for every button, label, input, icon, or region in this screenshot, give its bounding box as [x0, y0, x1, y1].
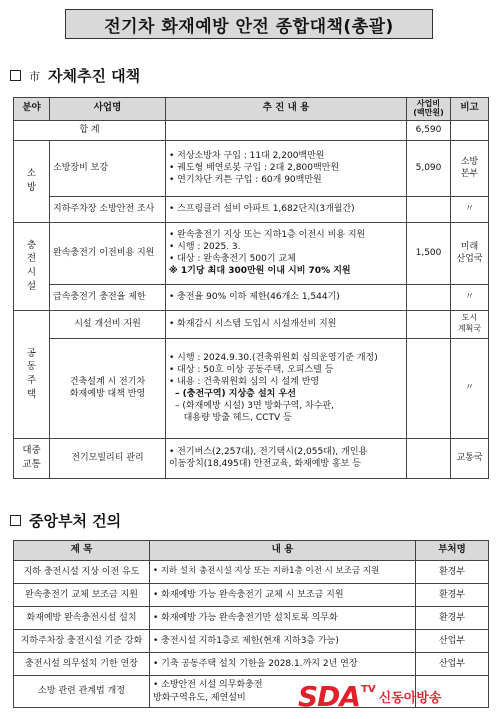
total-empty	[166, 120, 407, 140]
table-row	[14, 607, 489, 630]
content-line: • 저상소방차 구입 : 11대 2,200백만원	[169, 150, 325, 161]
content-cell: • 충전시설 지하1층로 제한(현재 지하3층 가능)	[150, 630, 416, 653]
page-title: 전기차 화재예방 안전 종합대책(총괄)	[65, 9, 433, 39]
content-line: • 대상 : 50호 이상 공동주택, 오피스텔 등	[169, 364, 334, 375]
project-cell: 지하주차장 소방안전 조사	[50, 196, 166, 222]
content-line: – (화재예방 시설) 3면 방화구역, 차수판,	[175, 401, 334, 412]
header-content: 내 용	[150, 541, 416, 561]
header-budget-label: 사업비 (백만원)	[413, 99, 444, 117]
content-line: • 연기차단 커튼 구입 : 60개 90백만원	[169, 175, 322, 186]
content-line: 이동장치(18,495대) 안전교육, 화재예방 홍보 등	[169, 459, 361, 470]
header-project: 사업명	[50, 98, 166, 121]
city-measures-table	[13, 97, 489, 479]
note-cell: 미래 산업국	[451, 222, 489, 284]
content-line: • 충전율 90% 이하 제한(46개소 1,544기)	[169, 292, 340, 303]
category-cell: 소 방	[14, 140, 50, 222]
budget-cell	[407, 310, 451, 338]
budget-cell	[407, 196, 451, 222]
budget-cell	[407, 338, 451, 438]
content-cell	[166, 310, 407, 338]
section-heading-ministry	[10, 510, 121, 531]
title-cell: 화재예방 완속충전시설 설치	[14, 607, 150, 630]
note-cell: 〃	[451, 196, 489, 222]
checkbox-square-icon	[10, 515, 21, 526]
category-cell: 공 동 주 택	[14, 310, 50, 438]
content-line: • 스프링클러 설비 아파트 1,682단지(3개월간)	[169, 204, 355, 215]
budget-cell: 5,090	[407, 140, 451, 196]
content-line: • 시행 : 2025. 3.	[169, 241, 241, 252]
ministry-cell: 산업부	[416, 653, 489, 676]
content-cell: • 소방안전 시설 의무화충전 방화구역유도, 제연설비	[150, 676, 416, 708]
category-cell: 대중 교통	[14, 438, 50, 478]
table-row	[14, 630, 489, 653]
total-note	[451, 120, 489, 140]
header-ministry: 부처명	[416, 541, 489, 561]
budget-cell: 1,500	[407, 222, 451, 284]
content-cell	[166, 338, 407, 438]
content-line: • 전기버스(2,257대), 전기택시(2,055대), 개인용	[169, 446, 368, 457]
content-cell: • 화재예방 가능 완속충전기 교체 시 보조금 지원	[150, 584, 416, 607]
category-cell: 충 전 시 설	[14, 222, 50, 310]
logo-tv: TV	[361, 683, 376, 695]
total-label: 합 계	[14, 120, 166, 140]
table-row	[14, 584, 489, 607]
content-cell	[166, 438, 407, 478]
header-budget	[407, 98, 451, 121]
table-row	[14, 653, 489, 676]
content-line: • 대상 : 완속충전기 500기 교체	[169, 254, 296, 265]
table-row	[14, 438, 489, 478]
note-cell: 〃	[451, 338, 489, 438]
note-cell: 교통국	[451, 438, 489, 478]
note-cell: 〃	[451, 284, 489, 310]
section-title: 중앙부처 건의	[29, 512, 122, 530]
project-cell: 완속충전기 이전비용 지원	[50, 222, 166, 284]
content-line: • 내용 : 건축위원회 심의 시 설계 반영	[169, 376, 320, 387]
content-cell	[166, 222, 407, 284]
note-cell: 도시 계획국	[451, 310, 489, 338]
content-cell	[166, 284, 407, 310]
content-line: – (충전구역) 지상층 설치 우선	[175, 389, 296, 400]
ministry-cell: 환경부	[416, 584, 489, 607]
ministry-cell: 환경부	[416, 561, 489, 584]
table-row	[14, 222, 489, 284]
content-line: 대용량 방출 헤드, CCTV 등	[175, 413, 292, 424]
table-row	[14, 196, 489, 222]
content-line: • 궤도형 배연로봇 구입 : 2대 2,800백만원	[169, 163, 340, 174]
title-cell: 지하주차장 충전시설 기준 강화	[14, 630, 150, 653]
total-budget: 6,590	[407, 120, 451, 140]
table-row	[14, 310, 489, 338]
budget-cell	[407, 284, 451, 310]
total-row	[14, 120, 489, 140]
title-cell: 완속충전기 교체 보조금 지원	[14, 584, 150, 607]
title-cell: 충전시설 의무설치 기한 연장	[14, 653, 150, 676]
logo-name: 신동아방송	[378, 690, 442, 706]
project-cell: 건축설계 시 전기차 화재예방 대책 반영	[50, 338, 166, 438]
content-line: • 완속충전기 지상 또는 지하1층 이전시 비용 지원	[169, 229, 366, 240]
content-line: • 시행 : 2024.9.30.(건축위원회 심의운영기준 개정)	[169, 352, 378, 363]
header-note: 비고	[451, 98, 489, 121]
project-cell: 급속충전기 충전율 제한	[50, 284, 166, 310]
logo-mark: SDA	[298, 679, 361, 713]
header-title: 제 목	[14, 541, 150, 561]
ministry-cell: 환경부	[416, 607, 489, 630]
section-heading-city	[10, 65, 140, 86]
content-cell: • 기축 공동주택 설치 기한을 2028.1.까지 2년 연장	[150, 653, 416, 676]
content-cell	[166, 196, 407, 222]
broadcaster-logo	[298, 680, 494, 712]
table-row	[14, 561, 489, 584]
content-line: ※ 1기당 최대 300만원 이내 시비 70% 지원	[169, 266, 351, 277]
checkbox-square-icon	[10, 70, 21, 81]
header-content: 추 진 내 용	[166, 98, 407, 121]
note-cell: 소방 본부	[451, 140, 489, 196]
budget-cell	[407, 438, 451, 478]
title-cell: 소방 관련 관계법 개정	[14, 676, 150, 708]
project-cell: 전기모빌리티 관리	[50, 438, 166, 478]
section-marker: 市	[29, 69, 40, 83]
content-cell: • 지하 설치 충전시설 지상 또는 지하1층 이전 시 보조금 지원	[150, 561, 416, 584]
project-cell: 시설 개선비 지원	[50, 310, 166, 338]
table-row	[14, 284, 489, 310]
content-cell	[166, 140, 407, 196]
table-row	[14, 338, 489, 438]
content-line: • 화재감시 시스템 도입시 시설개선비 지원	[169, 319, 337, 330]
project-cell: 소방장비 보강	[50, 140, 166, 196]
table-row	[14, 140, 489, 196]
content-cell: • 화재예방 가능 완속충전기만 설치토록 의무화	[150, 607, 416, 630]
section-title: 자체추진 대책	[48, 67, 141, 85]
title-cell: 지하 충전시설 지상 이전 유도	[14, 561, 150, 584]
ministry-cell: 산업부	[416, 630, 489, 653]
header-category: 분야	[14, 98, 50, 121]
